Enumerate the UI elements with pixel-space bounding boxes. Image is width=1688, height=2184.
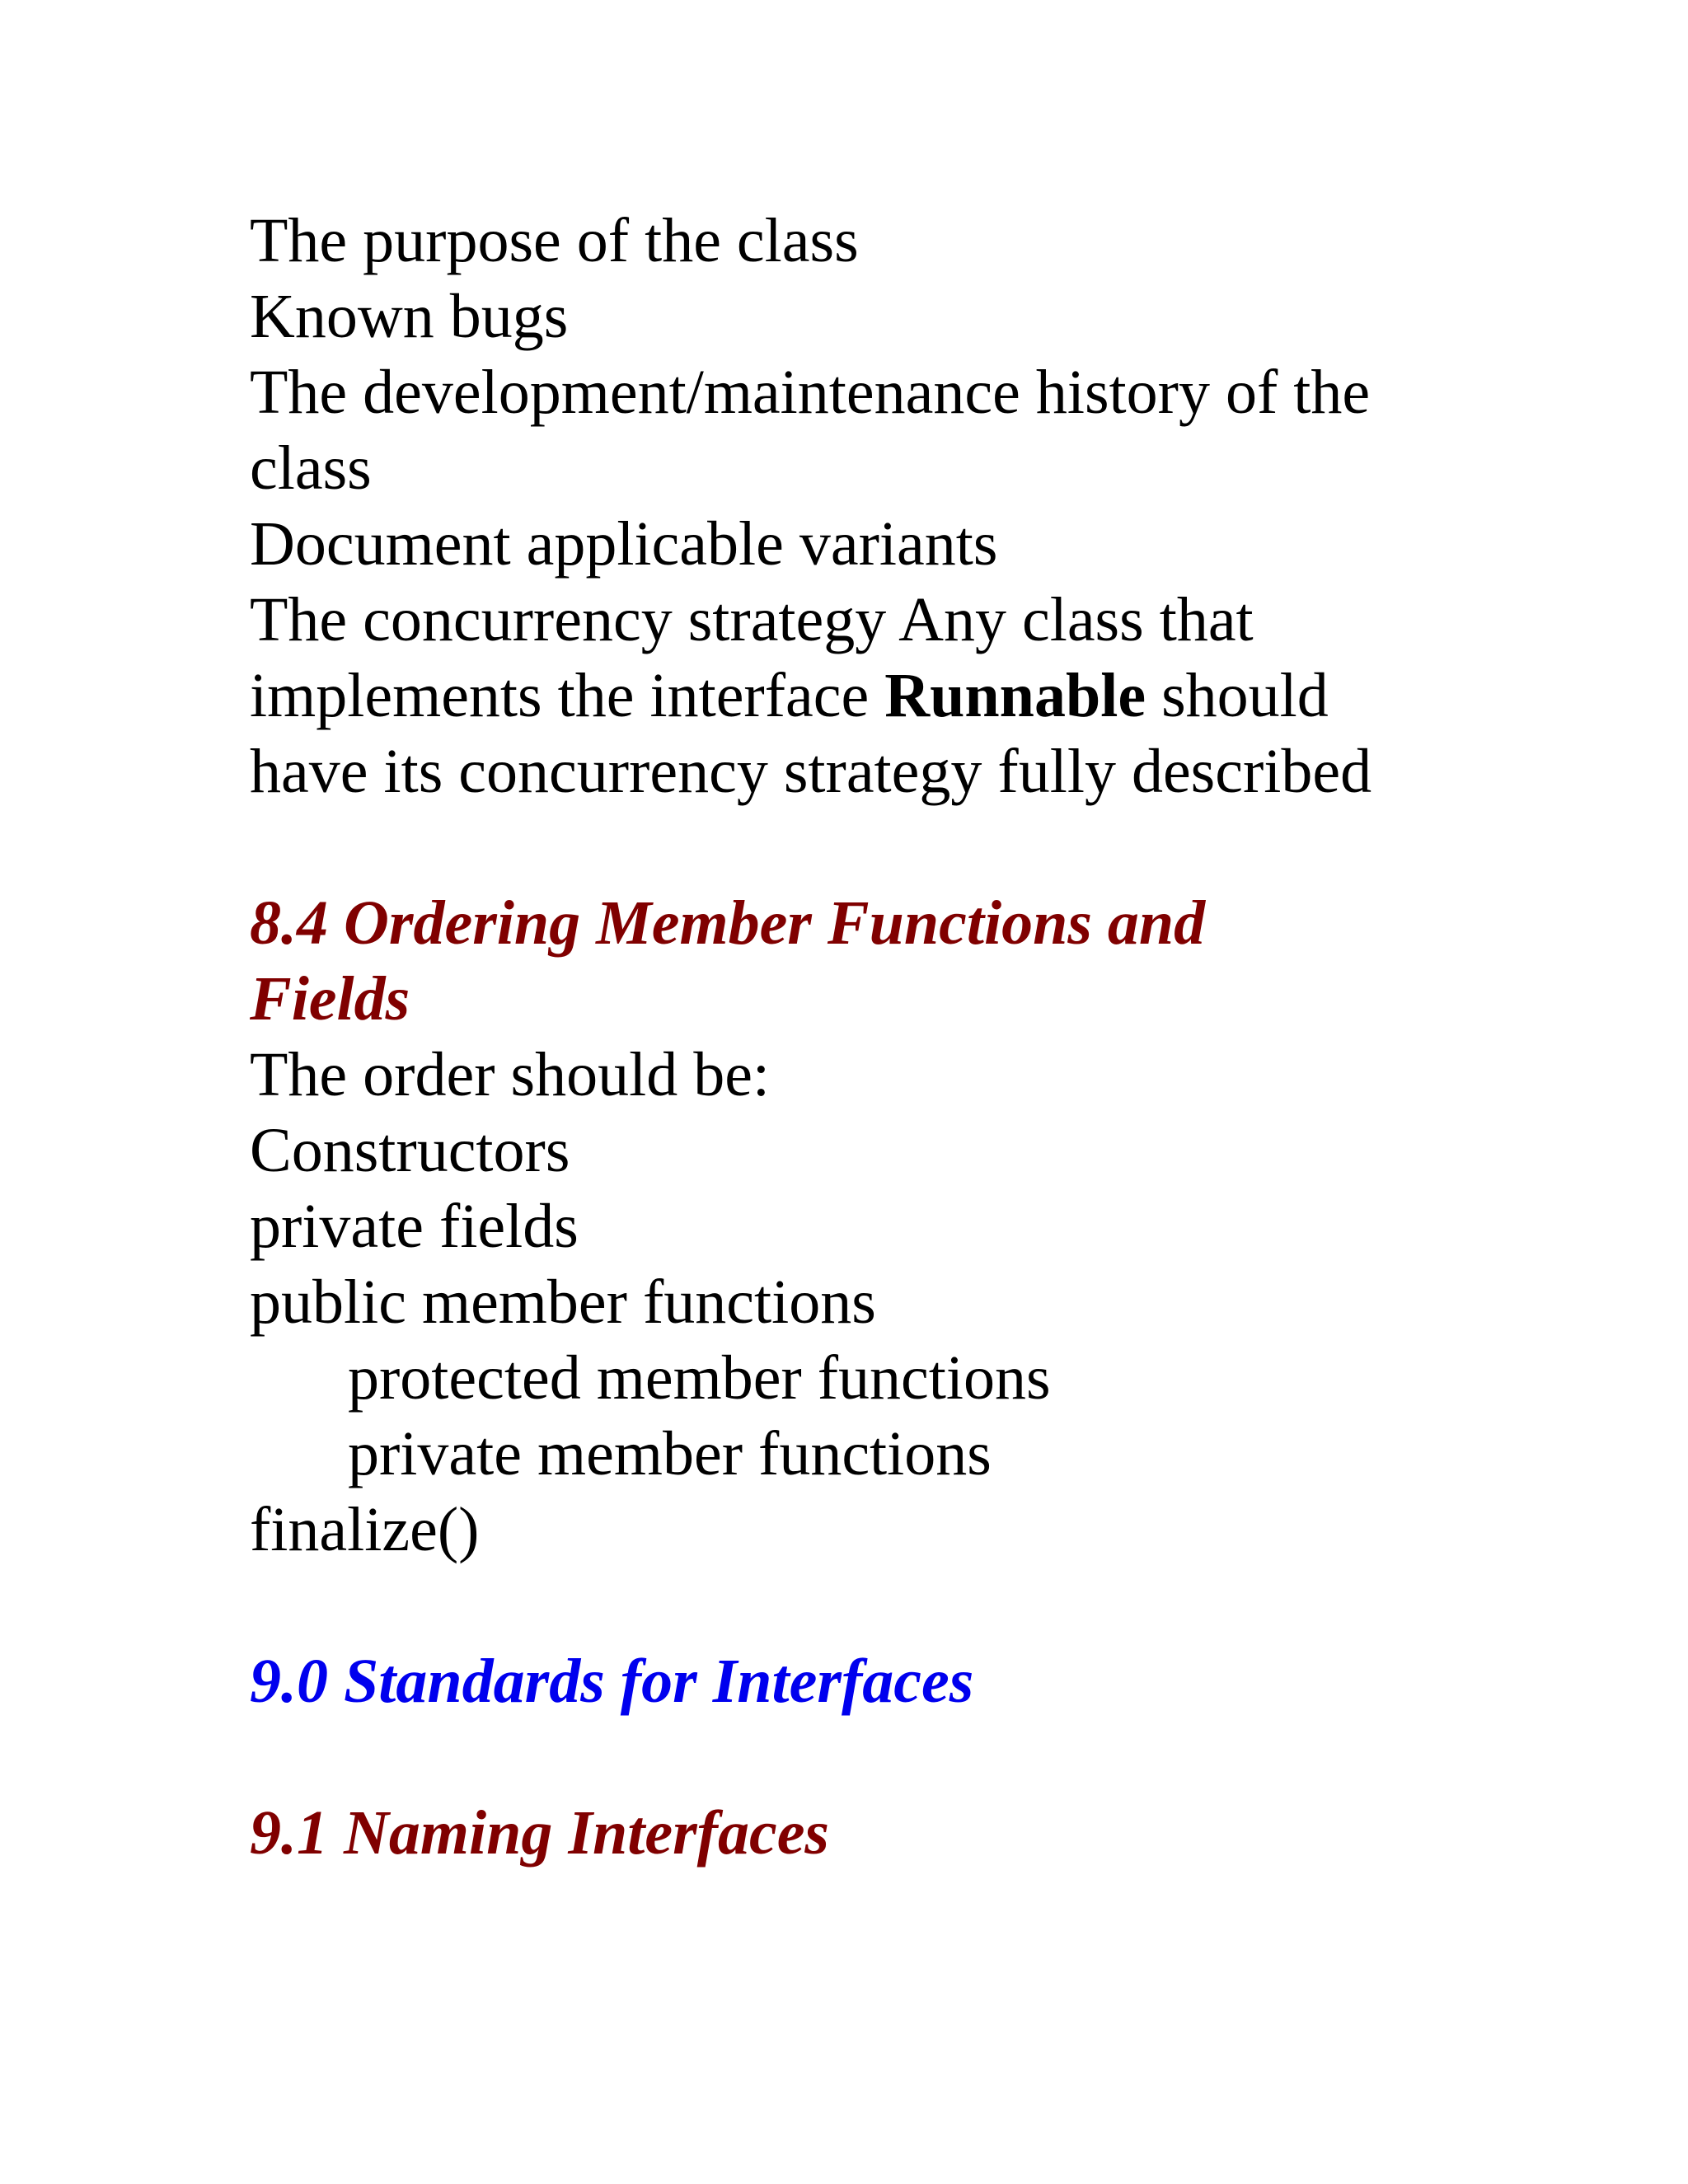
order-item-indented: protected member functions: [348, 1343, 1051, 1413]
order-item: Constructors: [250, 1116, 570, 1185]
runnable-keyword: Runnable: [884, 661, 1146, 730]
list-item: Document applicable variants: [250, 509, 998, 579]
list-item: have its concurrency strategy fully described: [250, 737, 1372, 806]
list-item: Known bugs: [250, 282, 569, 351]
list-item: The purpose of the class: [250, 206, 859, 275]
spacer: [250, 1719, 1536, 1795]
list-item: The concurrency strategy Any class that: [250, 585, 1254, 654]
spacer: [250, 809, 1536, 885]
section-8-4-heading-line2: Fields: [250, 964, 410, 1033]
section-9-1-heading: 9.1 Naming Interfaces: [250, 1798, 829, 1868]
page-content: [250, 203, 1536, 1871]
list-item: class: [250, 434, 372, 503]
section-9-0-heading: 9.0 Standards for Interfaces: [250, 1647, 974, 1716]
list-item: The development/maintenance history of the: [250, 358, 1371, 427]
order-item-indented: private member functions: [348, 1419, 992, 1488]
order-intro: The order should be:: [250, 1040, 771, 1109]
order-item: finalize(): [250, 1495, 480, 1564]
order-item: public member functions: [250, 1268, 876, 1337]
order-item: private fields: [250, 1192, 579, 1261]
runnable-line-after: should: [1146, 661, 1329, 730]
section-8-4-heading-line1: 8.4 Ordering Member Functions and: [250, 888, 1206, 958]
runnable-line-before: implements the interface: [250, 661, 885, 730]
spacer: [250, 1568, 1536, 1643]
runnable-line: [250, 658, 1536, 733]
